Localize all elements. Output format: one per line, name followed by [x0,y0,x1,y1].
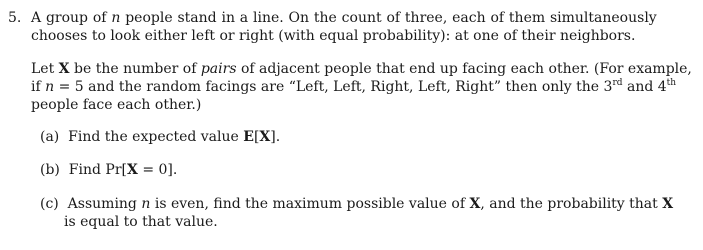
definition-line-3: people face each other.) [31,97,202,113]
part-a-label: (a) [40,129,60,145]
part-a-text: Find the expected value E[X]. [63,129,281,145]
part-c-label: (c) [40,196,59,212]
part-b-label: (b) [40,162,60,178]
problem-number: 5. [8,10,22,26]
part-c [40,195,673,213]
intro-line-1: A group of n people stand in a line. On the count of three, each of them simultaneously [31,10,657,26]
part-a [40,128,280,146]
definition-line-2: if n = 5 and the random facings are “Left, Left, Right, Left, Right” then only the 3rd and 4th [31,78,677,95]
part-b [40,161,177,179]
definition-line-1: Let X be the number of pairs of adjacent people that end up facing each other. (For example, [31,61,692,77]
intro-line-2: chooses to look either left or right (with equal probability): at one of their neighbors. [31,28,636,44]
part-c-text-line-1: Assuming n is even, find the maximum possible value of X, and the probability that X [63,196,674,212]
part-b-text: Find Pr[X = 0]. [64,162,178,178]
part-c-text-line-2: is equal to that value. [64,214,218,230]
